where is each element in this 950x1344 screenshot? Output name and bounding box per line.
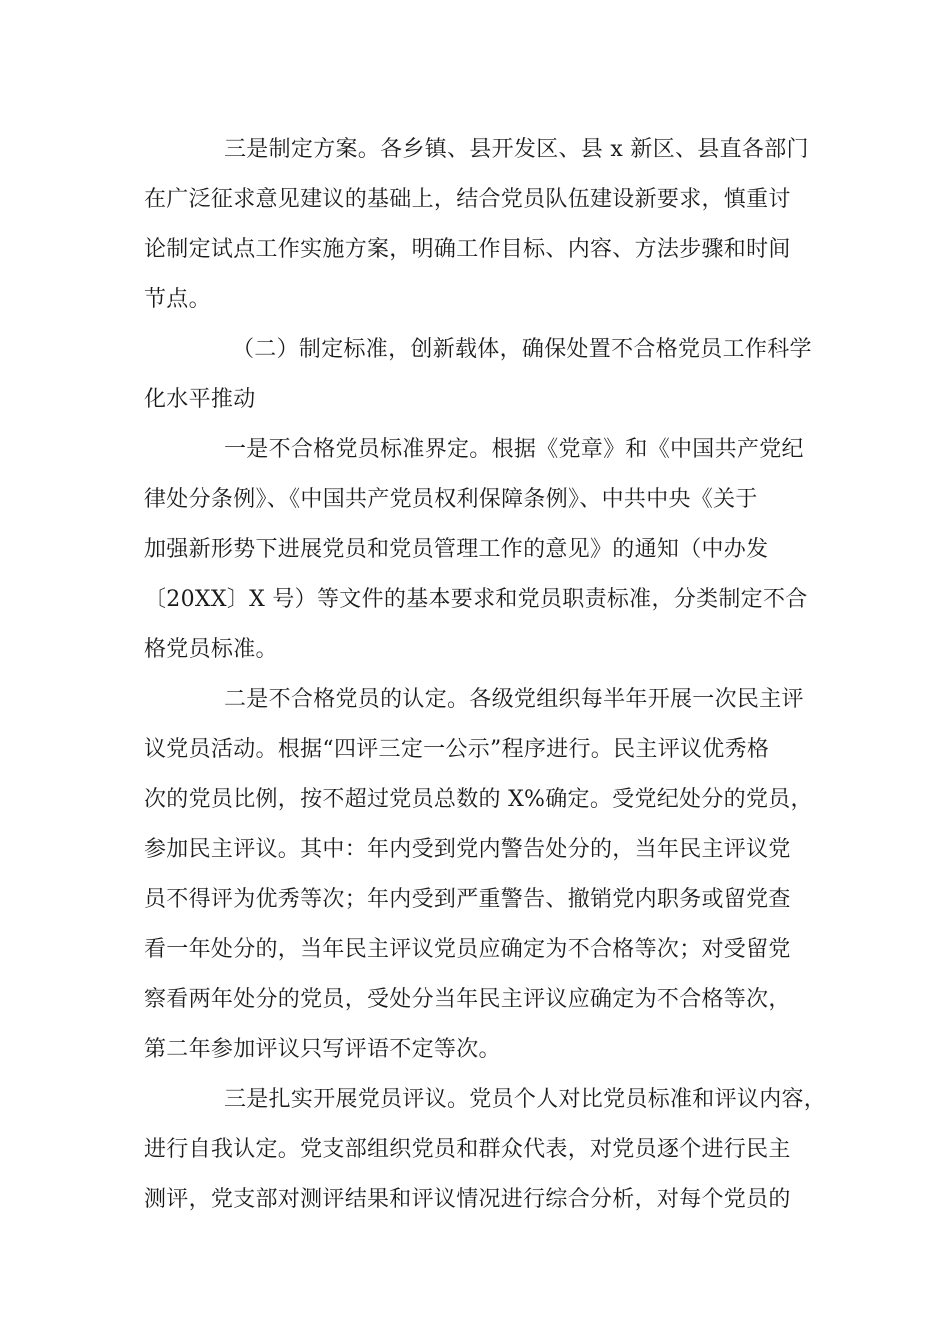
- text-line: 次的党员比例，按不超过党员总数的 X%确定。受党纪处分的党员，: [144, 787, 813, 812]
- text-line: 第二年参加评议只写评语不定等次。: [144, 1037, 501, 1062]
- text-line: （二）制定标准，创新载体，确保处置不合格党员工作科学: [232, 337, 812, 362]
- text-line: 一是不合格党员标准界定。根据《党章》和《中国共产党纪: [224, 437, 804, 462]
- text-line: 测评，党支部对测评结果和评议情况进行综合分析，对每个党员的: [144, 1187, 791, 1212]
- document-body: [144, 125, 827, 1225]
- text-line: 进行自我认定。党支部组织党员和群众代表，对党员逐个进行民主: [144, 1137, 791, 1162]
- text-line: 议党员活动。根据“四评三定一公示”程序进行。民主评议优秀格: [144, 737, 770, 762]
- text-line: 二是不合格党员的认定。各级党组织每半年开展一次民主评: [224, 687, 804, 712]
- text-line: 员不得评为优秀等次；年内受到严重警告、撤销党内职务或留党查: [144, 887, 791, 912]
- text-line: 节点。: [144, 287, 211, 312]
- text-line: 加强新形势下进展党员和党员管理工作的意见》的通知（中办发: [144, 537, 769, 562]
- text-line: 化水平推动: [144, 387, 256, 412]
- text-line: 论制定试点工作实施方案，明确工作目标、内容、方法步骤和时间: [144, 237, 791, 262]
- text-line: 参加民主评议。其中：年内受到党内警告处分的，当年民主评议党: [144, 837, 791, 862]
- text-line: 格党员标准。: [144, 637, 278, 662]
- text-line: 三是扎实开展党员评议。党员个人对比党员标准和评议内容，: [224, 1087, 827, 1112]
- paragraph-standard-definition: [144, 425, 808, 675]
- paragraph-formulate-plan: [144, 125, 808, 325]
- paragraph-member-evaluation: [144, 1075, 827, 1225]
- text-line: 〔20XX〕X 号）等文件的基本要求和党员职责标准，分类制定不合: [144, 587, 808, 612]
- text-line: 察看两年处分的党员，受处分当年民主评议应确定为不合格等次，: [144, 987, 791, 1012]
- text-line: 三是制定方案。各乡镇、县开发区、县 x 新区、县直各部门: [224, 137, 809, 162]
- paragraph-member-determination: [144, 675, 813, 1075]
- section-heading-two: [144, 325, 812, 425]
- text-line: 在广泛征求意见建议的基础上，结合党员队伍建设新要求，慎重讨: [144, 187, 791, 212]
- text-line: 看一年处分的，当年民主评议党员应确定为不合格等次；对受留党: [144, 937, 791, 962]
- text-line: 律处分条例》、《中国共产党员权利保障条例》、中共中央《关于: [144, 487, 758, 512]
